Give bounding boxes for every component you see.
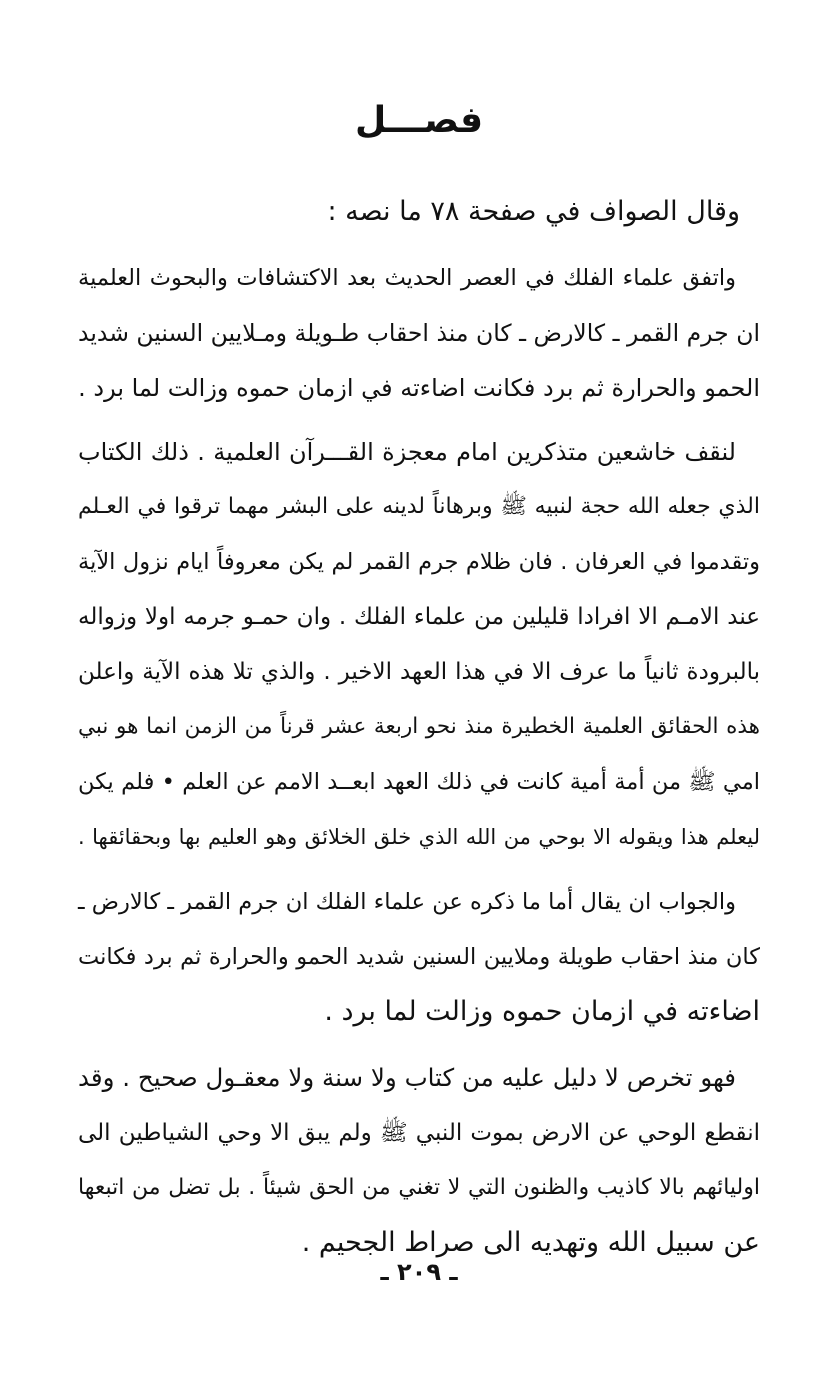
paragraph-2-line-8: ليعلم هذا ويقوله الا بوحي من الله الذي خلق الخلائق وهو العليم بها وبحقائقها . [78,825,760,849]
paragraph-2-line-7: امي ﷺ من أمة أمية كانت في ذلك العهد ابعــد الامم عن العلم • فلم يكن [78,769,760,795]
chapter-heading: فصـــل [354,100,484,141]
paragraph-4-line-3: اوليائهم بالا كاذيب والظنون التي لا تغني من الحق شيئاً . بل تضل من اتبعها [78,1175,760,1200]
paragraph-3-line-1: والجواب ان يقال أما ما ذكره عن علماء الفلك ان جرم القمر ـ كالارض ـ [78,889,736,915]
paragraph-4-line-1: فهو تخرص لا دليل عليه من كتاب ولا سنة ولا معقـول صحيح . وقد [78,1063,736,1092]
paragraph-2-line-3: وتقدموا في العرفان . فان ظلام جرم القمر لم يكن معروفاً ايام نزول الآية [78,549,760,575]
paragraph-1-line-3: الحمو والحرارة ثم برد فكانت اضاءته في ازمان حموه وزالت لما برد . [78,374,760,402]
paragraph-2-line-6: هذه الحقائق العلمية الخطيرة منذ نحو اربعة عشر قرناً من الزمن انما هو نبي [78,714,760,739]
paragraph-1-line-2: ان جرم القمر ـ كالارض ـ كان منذ احقاب طـويلة ومـلايين السنين شديد [78,319,760,347]
intro-line: وقال الصواف في صفحة ٧٨ ما نصه : [327,196,740,227]
paragraph-4-line-4: عن سبيل الله وتهديه الى صراط الجحيم . [301,1227,760,1258]
paragraph-3-line-2: كان منذ احقاب طويلة وملايين السنين شديد الحمو والحرارة ثم برد فكانت [78,944,760,970]
paragraph-2-line-5: بالبرودة ثانياً ما عرف الا في هذا العهد الاخير . والذي تلا هذه الآية واعلن [78,659,760,685]
page-number: ـ ٢٠٩ ـ [380,1258,458,1286]
paragraph-2-line-4: عند الامـم الا افرادا قليلين من علماء الفلك . وان حمـو جرمه اولا وزواله [78,604,760,630]
paragraph-4-line-2: انقطع الوحي عن الارض بموت النبي ﷺ ولم يبق الا وحي الشياطين الى [78,1120,760,1146]
paragraph-2-line-2: الذي جعله الله حجة لنبيه ﷺ وبرهاناً لدينه على البشر مهما ترقوا في العـلم [78,494,760,519]
paragraph-3-line-3: اضاءته في ازمان حموه وزالت لما برد . [324,996,760,1027]
paragraph-1-line-1: واتفق علماء الفلك في العصر الحديث بعد الاكتشافات والبحوث العلمية [78,265,736,291]
paragraph-2-line-1: لنقف خاشعين متذكرين امام معجزة القـــرآن العلمية . ذلك الكتاب [78,438,736,466]
